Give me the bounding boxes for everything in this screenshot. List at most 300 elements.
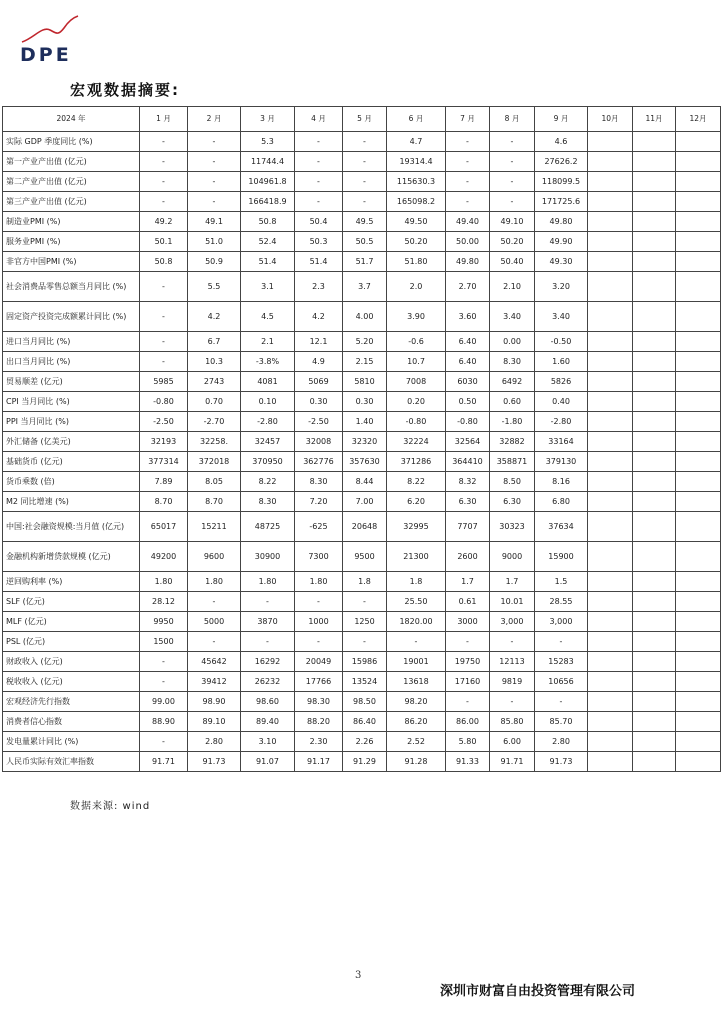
table-cell: -3.8%: [241, 352, 295, 372]
table-cell: -: [140, 272, 188, 302]
table-cell: 19001: [387, 652, 446, 672]
table-cell: 0.00: [490, 332, 535, 352]
table-cell: 27626.2: [535, 152, 588, 172]
table-row: [3, 612, 721, 632]
table-cell: 19750: [446, 652, 490, 672]
table-cell: 0.50: [446, 392, 490, 412]
table-cell: [633, 392, 676, 412]
table-cell: -: [188, 632, 241, 652]
table-cell: -1.80: [490, 412, 535, 432]
table-cell: 372018: [188, 452, 241, 472]
table-cell: 379130: [535, 452, 588, 472]
table-cell: 3.20: [535, 272, 588, 302]
table-cell: 32320: [343, 432, 387, 452]
table-cell: 85.80: [490, 712, 535, 732]
table-cell: -: [295, 592, 343, 612]
table-cell: 7.89: [140, 472, 188, 492]
table-cell: -: [490, 132, 535, 152]
month-header: 9 月: [535, 107, 588, 132]
table-cell: -: [343, 632, 387, 652]
table-cell: [676, 542, 721, 572]
table-cell: 1.8: [387, 572, 446, 592]
table-cell: [633, 592, 676, 612]
table-cell: 49.2: [140, 212, 188, 232]
table-cell: 2600: [446, 542, 490, 572]
table-cell: [676, 392, 721, 412]
table-cell: 5000: [188, 612, 241, 632]
table-cell: 32224: [387, 432, 446, 452]
table-cell: 30900: [241, 542, 295, 572]
table-cell: 98.20: [387, 692, 446, 712]
table-cell: [633, 372, 676, 392]
table-cell: 21300: [387, 542, 446, 572]
table-cell: [676, 512, 721, 542]
table-cell: 4.9: [295, 352, 343, 372]
month-header: 7 月: [446, 107, 490, 132]
table-cell: [633, 672, 676, 692]
table-cell: 357630: [343, 452, 387, 472]
table-cell: 50.8: [140, 252, 188, 272]
table-row: [3, 432, 721, 452]
table-cell: 3870: [241, 612, 295, 632]
table-row: [3, 632, 721, 652]
table-cell: [588, 372, 633, 392]
table-cell: 98.30: [295, 692, 343, 712]
table-cell: 7008: [387, 372, 446, 392]
row-label: 逆回购利率 (%): [3, 572, 140, 592]
table-cell: 33164: [535, 432, 588, 452]
row-label: 进口当月同比 (%): [3, 332, 140, 352]
row-label: CPI 当月同比 (%): [3, 392, 140, 412]
table-cell: 88.90: [140, 712, 188, 732]
month-header: 4 月: [295, 107, 343, 132]
table-cell: [588, 272, 633, 302]
table-cell: 19314.4: [387, 152, 446, 172]
table-cell: [633, 712, 676, 732]
table-cell: [676, 492, 721, 512]
table-cell: [633, 572, 676, 592]
month-header: 11月: [633, 107, 676, 132]
table-cell: [676, 612, 721, 632]
table-cell: 50.9: [188, 252, 241, 272]
table-cell: 118099.5: [535, 172, 588, 192]
table-cell: 8.70: [140, 492, 188, 512]
row-label: 人民币实际有效汇率指数: [3, 752, 140, 772]
table-cell: 91.73: [535, 752, 588, 772]
table-cell: 7300: [295, 542, 343, 572]
table-cell: 49.80: [535, 212, 588, 232]
table-cell: 8.22: [387, 472, 446, 492]
table-cell: -: [446, 192, 490, 212]
table-cell: 2.30: [295, 732, 343, 752]
table-cell: -2.50: [295, 412, 343, 432]
table-cell: 28.12: [140, 592, 188, 612]
table-cell: [588, 542, 633, 572]
table-row: [3, 542, 721, 572]
table-cell: 6.40: [446, 332, 490, 352]
table-cell: [588, 492, 633, 512]
table-row: [3, 152, 721, 172]
table-cell: 4.00: [343, 302, 387, 332]
table-cell: 1.40: [343, 412, 387, 432]
logo-swoosh-icon: [20, 14, 90, 46]
table-cell: -: [188, 172, 241, 192]
table-row: [3, 572, 721, 592]
row-label: 财政收入 (亿元): [3, 652, 140, 672]
table-cell: [588, 512, 633, 542]
table-cell: -0.50: [535, 332, 588, 352]
table-cell: [588, 612, 633, 632]
table-cell: 0.40: [535, 392, 588, 412]
table-cell: [633, 752, 676, 772]
row-label: 社会消费品零售总额当月同比 (%): [3, 272, 140, 302]
table-cell: 9500: [343, 542, 387, 572]
table-header-row: [3, 107, 721, 132]
table-cell: 2.80: [535, 732, 588, 752]
table-cell: [676, 172, 721, 192]
table-cell: 3000: [446, 612, 490, 632]
table-row: [3, 732, 721, 752]
table-cell: -2.80: [535, 412, 588, 432]
table-cell: 91.73: [188, 752, 241, 772]
table-cell: [588, 752, 633, 772]
table-cell: 1.60: [535, 352, 588, 372]
table-cell: 165098.2: [387, 192, 446, 212]
table-cell: 20648: [343, 512, 387, 542]
table-cell: -: [446, 172, 490, 192]
table-row: [3, 512, 721, 542]
table-cell: 50.1: [140, 232, 188, 252]
table-cell: 91.17: [295, 752, 343, 772]
table-cell: 48725: [241, 512, 295, 542]
table-corner: 2024 年: [3, 107, 140, 132]
table-cell: -: [490, 192, 535, 212]
table-row: [3, 172, 721, 192]
table-cell: 364410: [446, 452, 490, 472]
table-cell: -: [490, 172, 535, 192]
table-cell: 3.40: [490, 302, 535, 332]
table-row: [3, 492, 721, 512]
table-cell: 5826: [535, 372, 588, 392]
table-cell: -: [140, 672, 188, 692]
table-row: [3, 132, 721, 152]
table-cell: -: [188, 592, 241, 612]
table-cell: 91.71: [490, 752, 535, 772]
table-row: [3, 332, 721, 352]
table-cell: -: [188, 192, 241, 212]
table-cell: 50.20: [490, 232, 535, 252]
table-cell: [588, 412, 633, 432]
table-cell: -2.50: [140, 412, 188, 432]
table-cell: -: [535, 692, 588, 712]
table-cell: [676, 472, 721, 492]
macro-data-table: [2, 106, 721, 772]
table-cell: 8.22: [241, 472, 295, 492]
table-cell: 7.20: [295, 492, 343, 512]
table-cell: 1.7: [446, 572, 490, 592]
table-cell: 2.10: [490, 272, 535, 302]
month-header: 3 月: [241, 107, 295, 132]
table-cell: 3.1: [241, 272, 295, 302]
table-cell: 2.26: [343, 732, 387, 752]
table-row: [3, 752, 721, 772]
table-cell: 30323: [490, 512, 535, 542]
table-cell: [633, 542, 676, 572]
table-cell: -: [343, 152, 387, 172]
table-cell: 13618: [387, 672, 446, 692]
table-cell: 6.40: [446, 352, 490, 372]
month-header: 10月: [588, 107, 633, 132]
table-cell: 6.80: [535, 492, 588, 512]
row-label: 消费者信心指数: [3, 712, 140, 732]
table-cell: [633, 212, 676, 232]
table-cell: [633, 332, 676, 352]
table-cell: 370950: [241, 452, 295, 472]
table-cell: -: [140, 132, 188, 152]
table-cell: [588, 232, 633, 252]
table-cell: 1.80: [188, 572, 241, 592]
table-row: [3, 412, 721, 432]
table-cell: -: [188, 132, 241, 152]
row-label: MLF (亿元): [3, 612, 140, 632]
table-cell: [588, 732, 633, 752]
table-row: [3, 472, 721, 492]
table-cell: 7707: [446, 512, 490, 542]
table-cell: [633, 512, 676, 542]
table-cell: [633, 132, 676, 152]
table-cell: [633, 472, 676, 492]
table-cell: 115630.3: [387, 172, 446, 192]
table-cell: 2.0: [387, 272, 446, 302]
table-cell: 91.33: [446, 752, 490, 772]
table-cell: [633, 192, 676, 212]
table-cell: 0.30: [295, 392, 343, 412]
logo-text: DPE: [20, 44, 72, 66]
table-cell: [633, 412, 676, 432]
row-label: 服务业PMI (%): [3, 232, 140, 252]
table-cell: 2.1: [241, 332, 295, 352]
table-cell: -0.80: [140, 392, 188, 412]
table-cell: 65017: [140, 512, 188, 542]
table-cell: -: [343, 132, 387, 152]
table-cell: -: [140, 332, 188, 352]
table-cell: 50.20: [387, 232, 446, 252]
table-cell: [633, 652, 676, 672]
table-cell: 9600: [188, 542, 241, 572]
table-cell: 25.50: [387, 592, 446, 612]
table-cell: [676, 732, 721, 752]
row-label: 外汇储备 (亿美元): [3, 432, 140, 452]
table-cell: 50.5: [343, 232, 387, 252]
table-cell: 10.01: [490, 592, 535, 612]
table-cell: [676, 752, 721, 772]
table-cell: -0.80: [446, 412, 490, 432]
table-cell: 8.44: [343, 472, 387, 492]
table-cell: [676, 712, 721, 732]
table-cell: 32457: [241, 432, 295, 452]
table-row: [3, 392, 721, 412]
table-cell: 5985: [140, 372, 188, 392]
table-cell: -: [446, 152, 490, 172]
table-row: [3, 652, 721, 672]
table-cell: 86.00: [446, 712, 490, 732]
table-cell: 28.55: [535, 592, 588, 612]
table-cell: 51.0: [188, 232, 241, 252]
table-cell: 377314: [140, 452, 188, 472]
table-cell: -: [295, 632, 343, 652]
table-cell: -: [343, 192, 387, 212]
table-cell: 15986: [343, 652, 387, 672]
table-cell: 9950: [140, 612, 188, 632]
table-cell: [676, 372, 721, 392]
row-label: 第一产业产出值 (亿元): [3, 152, 140, 172]
table-cell: -: [295, 172, 343, 192]
table-cell: [633, 302, 676, 332]
table-cell: [676, 302, 721, 332]
table-cell: 10656: [535, 672, 588, 692]
table-cell: [633, 352, 676, 372]
table-cell: -: [295, 192, 343, 212]
table-cell: [588, 152, 633, 172]
table-cell: 8.30: [241, 492, 295, 512]
table-cell: -: [446, 132, 490, 152]
row-label: M2 同比增速 (%): [3, 492, 140, 512]
table-cell: 91.71: [140, 752, 188, 772]
table-cell: -: [535, 632, 588, 652]
table-cell: -: [295, 152, 343, 172]
table-cell: 91.29: [343, 752, 387, 772]
table-cell: 6.00: [490, 732, 535, 752]
table-cell: [676, 592, 721, 612]
table-cell: 4.6: [535, 132, 588, 152]
table-cell: 3,000: [535, 612, 588, 632]
table-cell: 32995: [387, 512, 446, 542]
table-cell: 2743: [188, 372, 241, 392]
table-cell: 89.40: [241, 712, 295, 732]
month-header: 12月: [676, 107, 721, 132]
table-cell: [676, 672, 721, 692]
table-cell: [588, 392, 633, 412]
table-cell: 49.1: [188, 212, 241, 232]
table-cell: 4.2: [188, 302, 241, 332]
table-cell: 52.4: [241, 232, 295, 252]
table-cell: 85.70: [535, 712, 588, 732]
table-cell: -: [490, 692, 535, 712]
table-cell: 6.20: [387, 492, 446, 512]
table-cell: 1500: [140, 632, 188, 652]
table-cell: 5810: [343, 372, 387, 392]
row-label: 实际 GDP 季度同比 (%): [3, 132, 140, 152]
table-cell: 8.70: [188, 492, 241, 512]
table-cell: [633, 232, 676, 252]
row-label: 中国:社会融资规模:当月值 (亿元): [3, 512, 140, 542]
table-cell: -625: [295, 512, 343, 542]
table-row: [3, 302, 721, 332]
table-cell: 49.40: [446, 212, 490, 232]
table-cell: 5069: [295, 372, 343, 392]
table-cell: [676, 692, 721, 712]
table-cell: 7.00: [343, 492, 387, 512]
table-cell: 3.10: [241, 732, 295, 752]
table-cell: 362776: [295, 452, 343, 472]
table-cell: [633, 612, 676, 632]
company-name: 深圳市财富自由投资管理有限公司: [440, 984, 636, 999]
table-cell: 1820.00: [387, 612, 446, 632]
table-cell: 51.4: [241, 252, 295, 272]
table-cell: [633, 172, 676, 192]
table-row: [3, 592, 721, 612]
table-cell: 4.5: [241, 302, 295, 332]
table-cell: 5.3: [241, 132, 295, 152]
table-cell: 32258.: [188, 432, 241, 452]
row-label: SLF (亿元): [3, 592, 140, 612]
table-cell: -: [188, 152, 241, 172]
table-cell: 9000: [490, 542, 535, 572]
table-cell: 91.28: [387, 752, 446, 772]
table-cell: 49.50: [387, 212, 446, 232]
table-cell: [676, 192, 721, 212]
table-cell: 4.2: [295, 302, 343, 332]
table-cell: 49200: [140, 542, 188, 572]
table-cell: [676, 652, 721, 672]
table-cell: [588, 332, 633, 352]
table-cell: [676, 412, 721, 432]
table-cell: [588, 632, 633, 652]
table-cell: 3.60: [446, 302, 490, 332]
table-cell: -: [295, 132, 343, 152]
row-label: 出口当月同比 (%): [3, 352, 140, 372]
table-cell: -: [241, 592, 295, 612]
table-cell: 13524: [343, 672, 387, 692]
table-cell: [676, 272, 721, 302]
table-cell: [676, 132, 721, 152]
table-cell: 5.20: [343, 332, 387, 352]
table-cell: 171725.6: [535, 192, 588, 212]
table-cell: 8.30: [490, 352, 535, 372]
table-cell: 32193: [140, 432, 188, 452]
table-cell: [633, 152, 676, 172]
table-cell: 6030: [446, 372, 490, 392]
table-cell: [588, 592, 633, 612]
table-cell: 50.3: [295, 232, 343, 252]
row-label: 第三产业产出值 (亿元): [3, 192, 140, 212]
dpe-logo: [20, 14, 90, 66]
table-cell: 9819: [490, 672, 535, 692]
table-cell: [676, 452, 721, 472]
table-row: [3, 252, 721, 272]
table-cell: 8.30: [295, 472, 343, 492]
row-label: 基础货币 (亿元): [3, 452, 140, 472]
table-cell: 39412: [188, 672, 241, 692]
table-cell: -: [446, 692, 490, 712]
table-cell: [588, 172, 633, 192]
month-header: 5 月: [343, 107, 387, 132]
table-cell: 15283: [535, 652, 588, 672]
table-row: [3, 672, 721, 692]
table-cell: -: [446, 632, 490, 652]
table-cell: 5.80: [446, 732, 490, 752]
table-cell: 3.40: [535, 302, 588, 332]
table-cell: -: [140, 152, 188, 172]
table-cell: 4.7: [387, 132, 446, 152]
table-cell: 1.7: [490, 572, 535, 592]
row-label: PPI 当月同比 (%): [3, 412, 140, 432]
table-cell: 17766: [295, 672, 343, 692]
table-cell: 358871: [490, 452, 535, 472]
table-row: [3, 372, 721, 392]
table-cell: 6.30: [446, 492, 490, 512]
table-cell: 2.3: [295, 272, 343, 302]
